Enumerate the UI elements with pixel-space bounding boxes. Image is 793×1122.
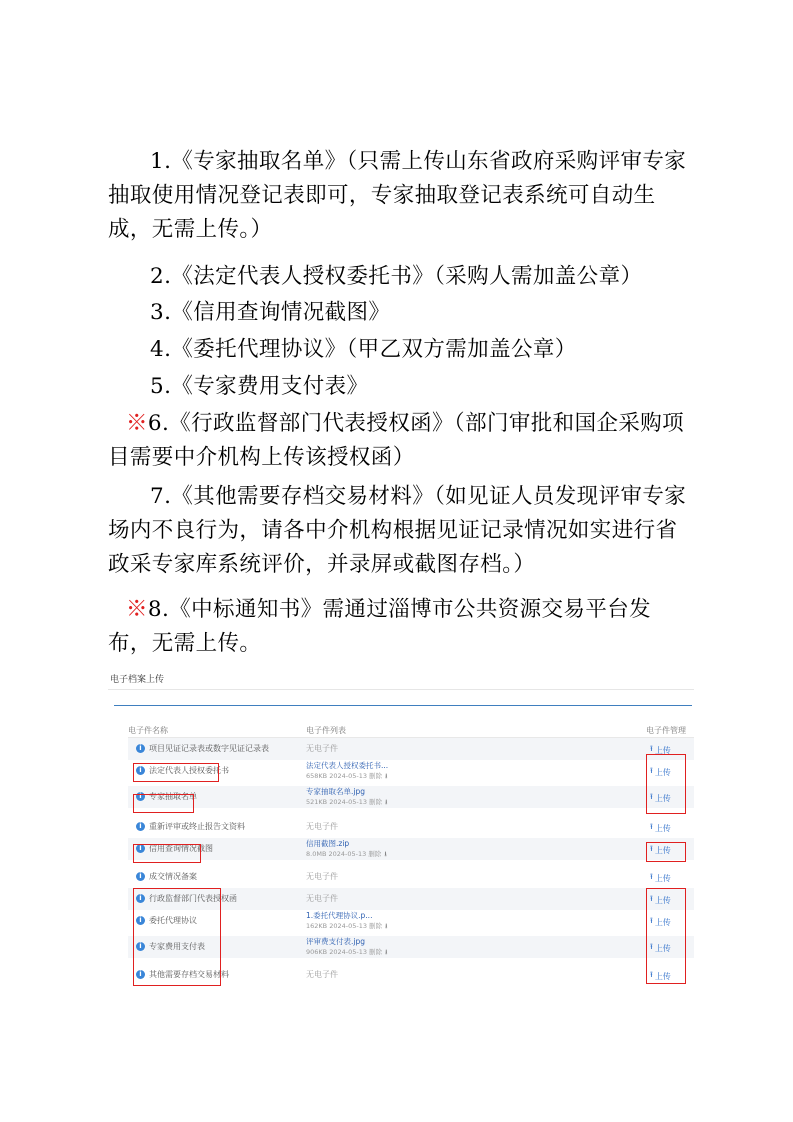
paragraph-text: 3.《信用查询情况截图》	[150, 300, 391, 325]
table-row	[128, 738, 694, 760]
file-meta	[306, 849, 387, 860]
file-type-label: 成交情况备案	[149, 872, 197, 881]
file-meta-text: 906KB 2024-05-13 删除	[306, 948, 383, 956]
file-type-label: 专家费用支付表	[149, 942, 205, 951]
file-link[interactable]: 专家抽取名单.jpg	[306, 787, 365, 796]
info-icon: i	[136, 916, 145, 925]
table-row	[128, 838, 694, 860]
highlight-box	[646, 842, 686, 862]
paragraph-1	[108, 145, 688, 247]
download-icon[interactable]: ⭳	[385, 798, 388, 806]
paragraph-text: 2.《法定代表人授权委托书》（采购人需加盖公章）	[150, 264, 643, 289]
paragraph-text: 7.《其他需要存档交易材料》（如见证人员发现评审专家场内不良行为，请各中介机构根据见证记录情况如实进行省政采专家库系统评价，并录屏或截图存档。）	[108, 484, 687, 577]
file-link[interactable]: 信用截图.zip	[306, 839, 350, 848]
file-meta-text: 521KB 2024-05-13 删除	[306, 798, 383, 806]
info-icon: i	[136, 792, 145, 801]
file-meta-text: 162KB 2024-05-13 删除	[306, 922, 383, 930]
file-entry	[306, 786, 388, 808]
table-row	[128, 866, 694, 888]
download-icon[interactable]: ⭳	[384, 850, 387, 858]
no-file-text: 无电子件	[306, 970, 338, 979]
file-entry	[306, 910, 388, 932]
highlight-box	[646, 754, 686, 814]
file-entry	[306, 838, 387, 860]
divider	[108, 689, 694, 690]
no-file-text: 无电子件	[306, 744, 338, 753]
upload-label: 上传	[654, 845, 671, 855]
file-entry	[306, 760, 388, 782]
download-icon[interactable]: ⭳	[385, 772, 388, 780]
upload-label: 上传	[654, 793, 671, 803]
file-type-label: 项目见证记录表或数字见证记录表	[149, 744, 269, 753]
info-icon: i	[136, 766, 145, 775]
paragraph-3	[108, 296, 688, 330]
file-type-label: 委托代理协议	[149, 916, 197, 925]
info-icon: i	[136, 942, 145, 951]
highlight-box	[133, 763, 219, 782]
download-icon[interactable]: ⭳	[385, 948, 388, 956]
upload-screenshot	[108, 668, 694, 988]
file-type-label: 专家抽取名单	[149, 792, 197, 801]
no-file-text: 无电子件	[306, 822, 338, 831]
upload-label: 上传	[654, 917, 671, 927]
upload-icon: ⭱	[650, 744, 653, 753]
table-row	[128, 786, 694, 808]
file-link[interactable]: 法定代表人授权委托书...	[306, 761, 389, 770]
file-meta-text: 658KB 2024-05-13 删除	[306, 772, 383, 780]
paragraph-text: 6.《行政监督部门代表授权函》（部门审批和国企采购项目需要中介机构上传该授权函）	[108, 411, 685, 470]
paragraph-6	[108, 407, 688, 475]
file-link[interactable]: 评审费支付表.jpg	[306, 937, 365, 946]
upload-label: 上传	[654, 767, 671, 777]
file-type-cell	[136, 871, 197, 882]
upload-icon: ⭱	[650, 916, 653, 925]
file-meta	[306, 921, 388, 932]
file-type-label: 其他需要存档交易材料	[149, 970, 229, 979]
reference-mark: ※	[126, 411, 148, 436]
file-type-label: 法定代表人授权委托书	[149, 766, 229, 775]
upload-button[interactable]	[650, 821, 671, 835]
file-type-cell	[136, 743, 269, 754]
upload-icon: ⭱	[650, 792, 653, 801]
header-list: 电子件列表	[306, 726, 346, 735]
screenshot-title: 电子档案上传	[110, 675, 165, 685]
highlight-box	[133, 844, 201, 863]
paragraph-2	[108, 260, 688, 294]
paragraph-5	[108, 370, 688, 404]
info-icon: i	[136, 844, 145, 853]
upload-label: 上传	[654, 823, 671, 833]
upload-label: 上传	[654, 873, 671, 883]
download-icon[interactable]: ⭳	[385, 922, 388, 930]
info-icon: i	[136, 744, 145, 753]
upload-label: 上传	[654, 745, 671, 755]
file-meta-text: 8.0MB 2024-05-13 删除	[306, 850, 382, 858]
info-icon: i	[136, 894, 145, 903]
upload-icon: ⭱	[650, 844, 653, 853]
file-meta	[306, 797, 388, 808]
highlight-box	[133, 888, 221, 986]
file-type-label: 重新评审或终止报告文资料	[149, 822, 245, 831]
file-type-cell	[136, 821, 245, 832]
upload-label: 上传	[654, 971, 671, 981]
upload-icon: ⭱	[650, 822, 653, 831]
paragraph-text: 8.《中标通知书》需通过淄博市公共资源交易平台发布，无需上传。	[108, 597, 652, 656]
upload-icon: ⭱	[650, 942, 653, 951]
upload-label: 上传	[654, 895, 671, 905]
paragraph-8	[108, 593, 688, 661]
header-name: 电子件名称	[128, 726, 168, 735]
paragraph-4	[108, 333, 688, 367]
upload-label: 上传	[654, 943, 671, 953]
file-meta	[306, 947, 388, 958]
file-type-label: 信用查询情况截图	[149, 844, 213, 853]
info-icon: i	[136, 872, 145, 881]
upload-icon: ⭱	[650, 970, 653, 979]
header-manage: 电子件管理	[646, 726, 686, 735]
paragraph-text: 5.《专家费用支付表》	[150, 374, 369, 399]
file-type-label: 行政监督部门代表授权函	[149, 894, 237, 903]
reference-mark: ※	[126, 597, 148, 622]
file-link[interactable]: 1.委托代理协议.p...	[306, 911, 373, 920]
table-row	[128, 816, 694, 838]
highlight-box	[646, 888, 686, 984]
paragraph-text: 4.《委托代理协议》（甲乙双方需加盖公章）	[150, 337, 577, 362]
upload-icon: ⭱	[650, 766, 653, 775]
no-file-text: 无电子件	[306, 894, 338, 903]
no-file-text: 无电子件	[306, 872, 338, 881]
highlight-box	[133, 794, 194, 813]
info-icon: i	[136, 822, 145, 831]
paragraph-7	[108, 480, 688, 582]
divider	[114, 705, 692, 706]
upload-button[interactable]	[650, 871, 671, 885]
info-icon: i	[136, 970, 145, 979]
paragraph-text: 1.《专家抽取名单》（只需上传山东省政府采购评审专家抽取使用情况登记表即可，专家抽取登记表系统可自动生成，无需上传。）	[108, 149, 687, 242]
upload-icon: ⭱	[650, 894, 653, 903]
file-entry	[306, 936, 388, 958]
file-meta	[306, 771, 388, 782]
upload-icon: ⭱	[650, 872, 653, 881]
